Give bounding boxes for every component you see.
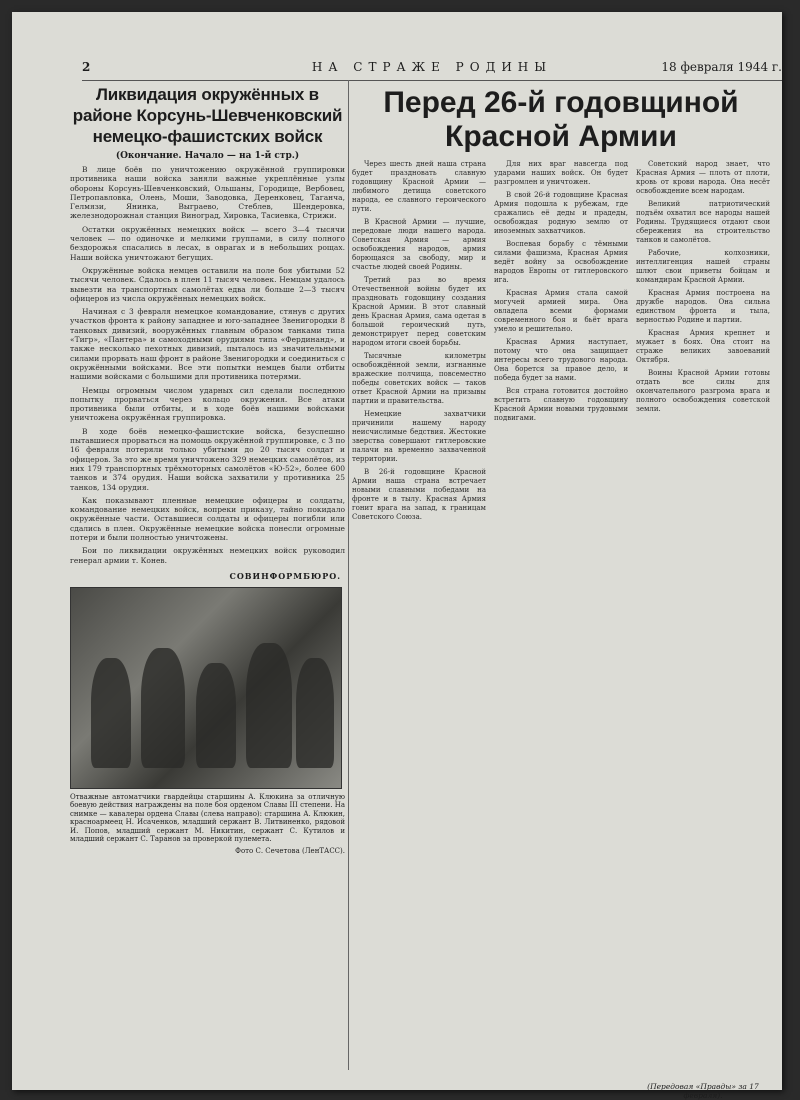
photo-caption: Отважные автоматчики гвардейцы старшины А. Клюкина за отличную боевую действия награждены на поле боя орденом Славы III степени. На снимке — кавалеры ордена Славы (слева направо): старшина А. Клюкин, красноармеец Н. Исаченков, младший сержант В. Литвиненко, рядовой И. Попов, младший сержант М. Никитин, сержант С. Кутилов и младший сержант С. Таранов за проверкой пулемета. (70, 792, 345, 844)
left-article (70, 80, 345, 1080)
issue-date: 18 февраля 1944 г. (661, 60, 782, 74)
right-paragraph: В Красной Армии — лучшие, передовые люди нашего народа. Советская Армия — армия освобождения народов, армия борющаяся за свободу, мир и счастье людей своей Родины. (352, 218, 486, 271)
photo-figure (91, 658, 131, 768)
right-columns (352, 160, 770, 1100)
column-divider (348, 80, 349, 1070)
soldiers-photo (70, 587, 342, 789)
left-paragraph: Немцы огромным числом ударных сил сделали последнюю попытку прорваться через кольцо окружения. Все атаки противника были отбиты, и в ходе боёв нашими войсками уничтожена окружённая группировка. (70, 385, 345, 423)
right-paragraph: Воины Красной Армии готовы отдать все силы для окончательного разгрома врага и полного освобождения советской земли. (636, 369, 770, 413)
photo-credit: Фото С. Сечетова (ЛенТАСС). (235, 846, 345, 855)
reprint-note: (Передовая «Правды» за 17 февраля). (647, 1082, 759, 1100)
article-source: СОВИНФОРМБЮРО. (229, 570, 341, 581)
right-paragraph: Рабочие, колхозники, интеллигенция нашей страны шлют свои приветы бойцам и командирам Красной Армии. (636, 249, 770, 284)
left-headline: Ликвидация окружённых в районе Корсунь-Шевченковский немецко-фашистских войск (72, 85, 343, 146)
left-subtitle: (Окончание. Начало — на 1-й стр.) (115, 151, 300, 161)
right-paragraph: Красная Армия крепнет и мужает в боях. Она стоит на страже великих завоеваний Октября. (636, 329, 770, 364)
photo-figure (141, 648, 185, 768)
left-paragraph: Окружённые войска немцев оставили на поле боя убитыми 52 тысячи человек. Сдалось в плен 11 тысяч человек. Немцам удалось вывезти на транспортных самолётах едва ли больше 2—3 тысяч офицеров из числа окружённых немецких войск. (70, 265, 345, 303)
left-paragraph: В лице боёв по уничтожению окружённой группировки противника наши войска заняли важные укреплённые узлы обороны Корсунь-Шевченковский, Ольшаны, Городище, Вербовец, Петропавловка, Олень, Моши, Заводовка, Деренковец, Таганча, Гелмязи, Янинка, Выграево, Стеблев, Шендеровка, железнодорожная станция Виноград, Хировка, Тасиевка, Стрижи. (70, 165, 345, 221)
left-paragraph: Остатки окружённых немецких войск — всего 3—4 тысячи человек — по одиночке и мелкими группами, в силу полного бездорожья спасались в лесах, в оврагах и в небольших рощах. Наши войска уничтожают бегущих. (70, 224, 345, 262)
right-paragraph: Советский народ знает, что Красная Армия — плоть от плоти, кровь от крови народа. Она несёт освобождение всем народам. (636, 160, 770, 195)
right-paragraph: Воспевая борьбу с тёмными силами фашизма, Красная Армия ведёт войну за освобождение народов Европы от гитлеровского ига. (494, 240, 628, 284)
right-paragraph: Великий патриотический подъём охватил все народы нашей Родины. Трудящиеся отдают свои сбережения на строительство танков и самолётов. (636, 200, 770, 244)
photo-figure (246, 643, 292, 768)
photo-figure (296, 658, 334, 768)
right-column-1 (352, 160, 486, 1070)
right-article (352, 80, 770, 1100)
left-paragraph: Как показывают пленные немецкие офицеры и солдаты, командование немецких войск, вопреки приказу, тайно покидало окружённые части. Оставшиеся солдаты и офицеры погибли или сдались в плен. Окружённые немецкие войска понесли огромные потери и были полностью уничтожены. (70, 495, 345, 542)
right-paragraph: Красная Армия построена на дружбе народов. Она сильна единством фронта и тыла, верностью Родине и партии. (636, 289, 770, 324)
right-paragraph: В свой 26-й годовщине Красная Армия подошла к рубежам, где сражались её деды и прадеды, освобождая родную землю от иноземных захватчиков. (494, 191, 628, 235)
left-paragraph: Бои по ликвидации окружённых немецких войск руководил генерал армии т. Конев. (70, 546, 345, 565)
right-paragraph: Через шесть дней наша страна будет праздновать славную годовщину Красной Армии — любимого детища советского народа, ее славного героического пути. (352, 160, 486, 213)
right-column-3 (636, 160, 770, 1070)
right-column-2 (494, 160, 628, 1070)
page-number: 2 (82, 60, 91, 74)
left-paragraph: Начиная с 3 февраля немецкое командование, стянув с других участков фронта к району западнее и юго-западнее Звенигородки 8 танковых дивизий, вооружённых главным образом танками типа «Тигр», «Пантера» и самоходными орудиями типа «Фердинанд», и также несколько пехотных дивизий, пыталось из значительными силами прорвать наш фронт в районе Звенигородки и соединиться с окружёнными войсками. Все эти попытки немцев были отбиты нашими войсками с большими для противника потерями. (70, 307, 345, 382)
right-paragraph: Немецкие захватчики причинили нашему народу неисчислимые бедствия. Жестокие зверства совершают гитлеровские палачи на временно захваченной территории. (352, 410, 486, 463)
right-paragraph: В 26-й годовщине Красной Армии наша страна встречает новыми славными победами на фронте и в тылу. Красная Армия гонит врага на запад, к границам Советского Союза. (352, 468, 486, 521)
page-header (82, 58, 782, 81)
right-paragraph: Красная Армия стала самой могучей армией мира. Она овладела всеми формами современного боя и бьёт врага умело и решительно. (494, 289, 628, 333)
right-paragraph: Красная Армия наступает, потому что она защищает интересы всего трудового народа. Она борется за правое дело, и победа будет за нами. (494, 338, 628, 382)
right-paragraph: Вся страна готовится достойно встретить славную годовщину Красной Армии новыми трудовыми подвигами. (494, 387, 628, 422)
right-headline: Перед 26-й годовщиной Красной Армии (383, 86, 739, 153)
right-paragraph: Тысячные километры освобождённой земли, изгнанные вражеские полчища, повсеместно победы советских войск — таков ответ Красной Армии на призывы партии и правительства. (352, 352, 486, 405)
right-paragraph: Для них враг навсегда под ударами наших войск. Он будет разгромлен и уничтожен. (494, 160, 628, 186)
right-paragraph: Третий раз во время Отечественной войны будет их праздновать годовщину создания Красной Армии. В этот славный день Красная Армия, сама одетая в большой героический путь, демонстрирует перед советским народом итоги своей борьбы. (352, 276, 486, 347)
left-paragraph: В ходе боёв немецко-фашистские войска, безуспешно пытавшиеся прорваться на помощь окружённой группировке, с 3 по 16 февраля потеряли только убитыми до 20 тысяч солдат и офицеров. За это же время уничтожено 329 немецких самолётов, из них 179 транспортных трёхмоторных самолётов «Ю-52», более 600 танков и 374 орудия. Наши войска захватили у противника 25 танков, 134 орудия. (70, 426, 345, 492)
photo-figure (196, 663, 236, 768)
masthead: НА СТРАЖЕ РОДИНЫ (311, 60, 553, 74)
